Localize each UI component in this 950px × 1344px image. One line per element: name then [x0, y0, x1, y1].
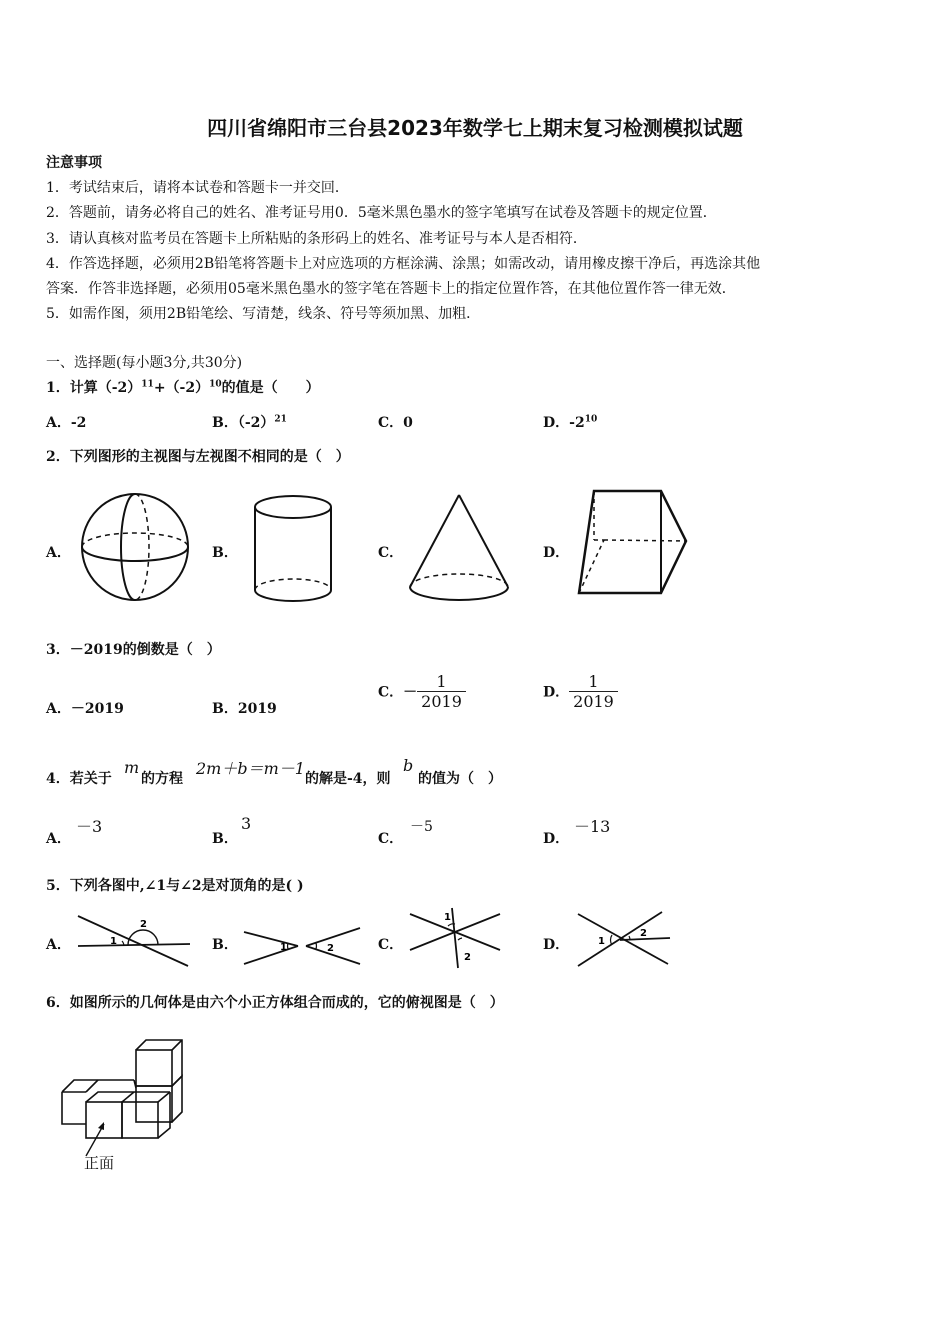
question-4-text: 的方程: [141, 771, 183, 787]
notice-item: 答案．作答非选择题，必须用05毫米黑色墨水的签字笔在答题卡上的指定位置作答，在其他位置作答一律无效．: [46, 281, 736, 297]
q3-option-d: D． $\frac{1}{2019}$: [543, 672, 618, 711]
question-4-text: 的值为（ ）: [418, 771, 502, 787]
q5-label-d: D．: [543, 937, 570, 953]
prism-figure: [576, 488, 690, 598]
q3-option-a: A．－2019: [46, 701, 124, 717]
cone-figure: [406, 492, 512, 606]
q3-option-c: C．－ $\frac{1}{2019}$: [378, 672, 466, 711]
q4-option-a-label: A．: [46, 831, 71, 847]
q1-option-c: C．0: [378, 415, 413, 431]
q1-option-d: D．$-2^{10}$: [543, 414, 598, 431]
front-view-label: 正面: [84, 1154, 115, 1172]
q4-option-b-value: 3: [241, 814, 252, 833]
question-1: 1．计算$(-2)^{11}+(-2)^{10}$的值是（ ）: [46, 379, 320, 396]
q4-equation: 2m＋b＝m－1: [196, 759, 305, 778]
q4-option-a-value: －3: [76, 817, 103, 836]
angle-figure-b: [242, 924, 362, 968]
q4-var-b: b: [403, 756, 414, 775]
angle-1-label: 1: [110, 936, 117, 947]
q4-option-c-label: C．: [378, 831, 404, 847]
question-2: 2．下列图形的主视图与左视图不相同的是（ ）: [46, 449, 350, 465]
q4-option-b-label: B．: [212, 831, 238, 847]
q4-option-d-value: －13: [574, 817, 611, 836]
question-3: 3．－2019的倒数是（ ）: [46, 642, 221, 658]
q2-label-c: C．: [378, 545, 404, 561]
page-title: 四川省绵阳市三台县2023年数学七上期末复习检测模拟试题: [207, 116, 743, 140]
notice-item: 4．作答选择题，必须用2B铅笔将答题卡上对应选项的方框涂满、涂黑；如需改动，请用橡皮擦干净后，再选涂其他: [46, 256, 761, 272]
q2-label-d: D．: [543, 545, 570, 561]
question-4-text: 的解是-4，则: [305, 771, 391, 787]
q2-label-a: A．: [46, 545, 71, 561]
question-5: 5．下列各图中,∠1与∠2是对顶角的是( ): [46, 878, 304, 894]
cylinder-figure: [252, 494, 334, 608]
notice-item: 1．考试结束后，请将本试卷和答题卡一并交回．: [46, 180, 349, 196]
q5-label-c: C．: [378, 937, 404, 953]
q3-option-b: B．2019: [212, 701, 277, 717]
angle-2-label: 2: [640, 928, 647, 939]
angle-1-label: 1: [598, 936, 605, 947]
q4-var-m: m: [124, 758, 140, 777]
angle-figure-d: [574, 910, 672, 970]
angle-2-label: 2: [140, 919, 147, 930]
angle-1-label: 1: [280, 942, 287, 953]
notice-item: 3．请认真核对监考员在答题卡上所粘贴的条形码上的姓名、准考证号与本人是否相符．: [46, 231, 587, 247]
q5-label-a: A．: [46, 937, 71, 953]
question-4-prefix: 4．若关于: [46, 771, 112, 787]
q2-label-b: B．: [212, 545, 238, 561]
sphere-figure: [78, 490, 192, 604]
notice-heading: 注意事项: [46, 155, 102, 171]
angle-2-label: 2: [327, 943, 334, 954]
cube-stack-figure: [58, 1036, 190, 1140]
notice-item: 5．如需作图，须用2B铅笔绘、写清楚，线条、符号等须加黑、加粗．: [46, 306, 481, 322]
q1-option-a: A．-2: [46, 415, 87, 431]
angle-figure-c: [406, 906, 504, 970]
section-heading: 一、选择题(每小题3分,共30分): [46, 355, 243, 371]
angle-2-label: 2: [464, 952, 471, 963]
angle-1-label: 1: [444, 912, 451, 923]
q1-option-b: B．$(-2)^{21}$: [212, 414, 287, 431]
notice-item: 2．答题前，请务必将自己的姓名、准考证号用0．5毫米黑色墨水的签字笔填写在试卷及答题卡的规定位置．: [46, 205, 717, 221]
q4-option-d-label: D．: [543, 831, 570, 847]
q5-label-b: B．: [212, 937, 238, 953]
question-6: 6．如图所示的几何体是由六个小正方体组合而成的，它的俯视图是（ ）: [46, 995, 504, 1011]
q4-option-c-value: －5: [410, 819, 433, 835]
angle-figure-a: [74, 912, 192, 970]
